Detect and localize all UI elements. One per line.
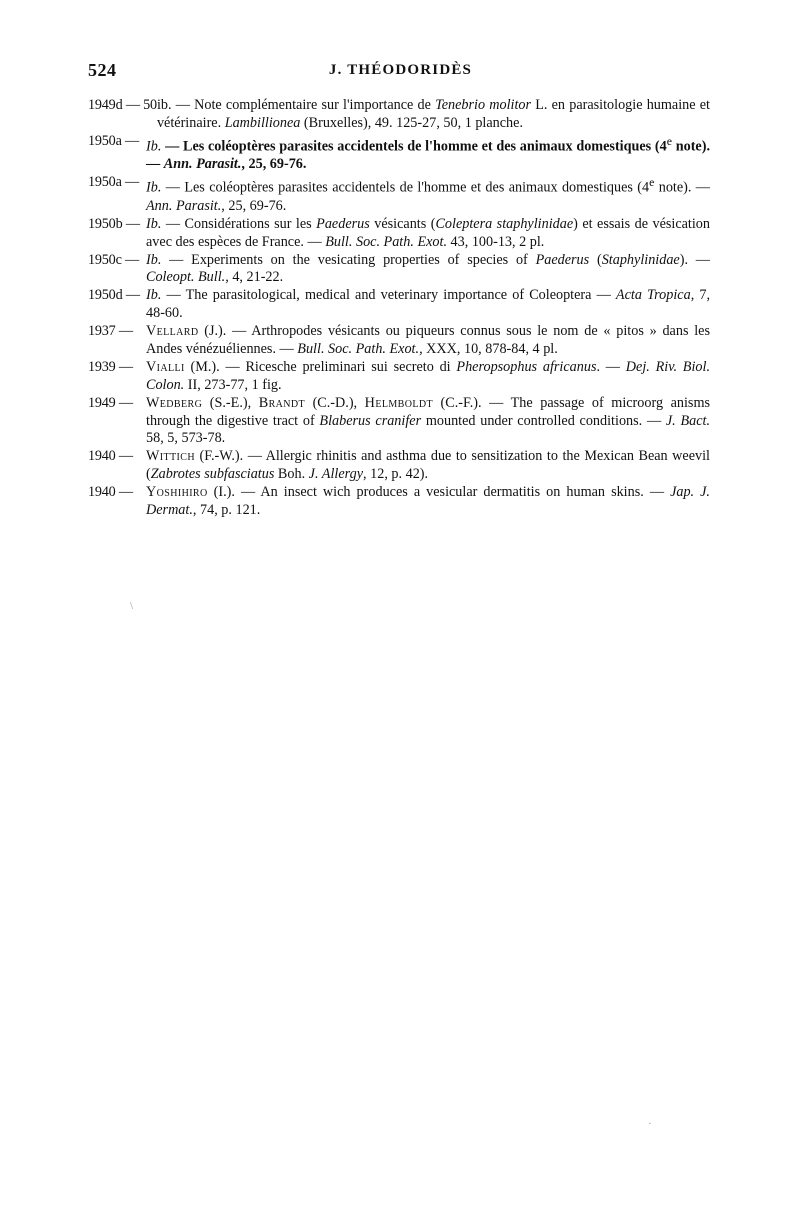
author-name: Wedberg	[146, 394, 203, 411]
reference-text-part: 43, 100-13, 2 pl.	[447, 233, 545, 250]
reference-text-part: . —	[596, 358, 626, 375]
author-name: Brandt	[258, 394, 306, 411]
reference-text-part: ). —	[679, 251, 710, 268]
reference-year: 1949d — 50	[88, 97, 157, 113]
reference-text	[157, 97, 710, 133]
reference-entry	[88, 174, 710, 215]
reference-text	[146, 448, 710, 484]
reference-text-part: — Experiments on the vesicating properties of species of	[161, 251, 536, 268]
scan-speck: \	[130, 600, 134, 612]
reference-text-part: L. en parasitologie humaine et vétérinaire.	[156, 97, 710, 131]
journal-name: Bull. Soc. Path. Exot.	[325, 233, 447, 250]
reference-text	[146, 484, 710, 520]
reference-text-part: (J.). — Arthropodes vésicants ou piqueurs connus sous le nom de « pitos » dans les Andes vénézuéliennes. —	[146, 323, 710, 357]
species-name: Tenebrio molitor	[435, 97, 532, 113]
reference-text-part: II, 273-77, 1 fig.	[184, 376, 282, 393]
species-name: Blaberus cranifer	[319, 412, 422, 429]
author-name: Vellard	[146, 323, 199, 340]
reference-text-part: , 12, p. 42).	[363, 466, 429, 483]
reference-text	[146, 323, 710, 359]
reference-year: 1950a —	[88, 132, 140, 149]
reference-text-part: (S.-E.),	[202, 394, 259, 411]
reference-text-part: , 74, p. 121.	[192, 501, 261, 518]
species-name: Paederus	[535, 251, 590, 268]
species-name: Pheropsophus africanus	[456, 358, 597, 375]
scan-speck: ·	[648, 1118, 652, 1130]
reference-text	[146, 359, 710, 395]
taxon-name: Staphylinidae	[601, 251, 680, 268]
reference-entry	[88, 133, 710, 174]
reference-text-part: (C.-F.). — The passage of microorg anisms through the digestive tract of	[146, 394, 711, 429]
superscript: e	[666, 133, 672, 148]
reference-text	[146, 287, 710, 323]
reference-entry	[88, 252, 710, 288]
reference-entry	[88, 216, 710, 252]
reference-year: 1950a —	[88, 174, 140, 191]
author-name: Wittich	[146, 448, 195, 465]
journal-name: Lambillionea	[224, 114, 301, 131]
reference-year: 1950c —	[88, 251, 140, 268]
reference-year: 1937 —	[88, 323, 133, 340]
reference-text	[146, 133, 710, 174]
reference-text-part: — Les coléoptères parasites accidentels de l'homme et des animaux domestiques (4	[161, 138, 667, 155]
reference-text-part: — The parasitological, medical and veterinary importance of Coleoptera —	[161, 287, 616, 304]
reference-text	[146, 395, 710, 448]
reference-text-part: vésicants (	[369, 215, 436, 232]
journal-name: Coleopt. Bull.	[146, 269, 226, 286]
reference-entry	[88, 448, 710, 484]
reference-text	[146, 174, 710, 215]
journal-name: Ann. Parasit.	[146, 197, 222, 214]
reference-text-part: , 4, 21-22.	[225, 269, 284, 286]
journal-name: J. Bact.	[665, 412, 711, 429]
reference-text-part: , 7, 48-60.	[146, 287, 711, 322]
journal-name: J. Allergy	[308, 466, 364, 483]
reference-list	[88, 97, 710, 520]
reference-text	[146, 216, 710, 252]
reference-text-part: , XXX, 10, 878-84, 4 pl.	[419, 340, 558, 357]
reference-text-part: ib. — Note complémentaire sur l'importance de	[156, 97, 436, 113]
journal-name: Jap. J. Dermat.	[146, 484, 710, 518]
running-title: J. THÉODORIDÈS	[328, 62, 473, 78]
author-name: Vialli	[146, 358, 185, 375]
superscript: e	[649, 175, 655, 190]
ibid-mark: Ib.	[146, 251, 162, 268]
species-name: Zabrotes subfasciatus	[150, 466, 275, 483]
reference-text-part: — Les coléoptères parasites accidentels de l'homme et des animaux domestiques (4	[161, 180, 650, 197]
reference-text-part: note). —	[146, 138, 710, 173]
reference-text-part: (F.-W.). — Allergic rhinitis and asthma due to sensitization to the Mexican Bean weevil (	[146, 448, 710, 483]
reference-year: 1940 —	[88, 484, 133, 501]
reference-text-part: mounted under controlled conditions. —	[421, 412, 666, 429]
journal-name: Dej. Riv. Biol. Colon.	[146, 358, 710, 393]
taxon-name: Coleptera staphylinidae	[435, 215, 574, 232]
reference-year: 1949 —	[88, 394, 133, 411]
ibid-mark: Ib.	[146, 138, 162, 155]
journal-name: Acta Tropica	[615, 287, 691, 304]
reference-text	[146, 252, 710, 288]
reference-text-part: — Considérations sur les	[161, 215, 317, 232]
page-number: 524	[88, 60, 117, 80]
reference-text-part: (C.-D.),	[305, 394, 365, 411]
reference-entry	[88, 97, 710, 133]
reference-text-part: (M.). — Ricesche preliminari sui secreto di	[184, 358, 457, 375]
reference-text-part: ) et essais de vésication avec des espèces de France. —	[146, 215, 710, 250]
running-head	[88, 60, 713, 86]
author-name: Yoshihiro	[146, 484, 208, 501]
reference-year: 1950d —	[88, 287, 140, 304]
reference-entry	[88, 484, 710, 520]
ibid-mark: Ib.	[146, 180, 162, 197]
reference-text-part: Boh.	[274, 466, 309, 483]
reference-text-part: (I.). — An insect wich produces a vesicular dermatitis on human skins. —	[207, 484, 671, 501]
ibid-mark: Ib.	[146, 287, 162, 304]
species-name: Paederus	[316, 215, 370, 232]
reference-year: 1939 —	[88, 358, 133, 375]
reference-text-part: (	[589, 251, 602, 268]
reference-text-part: , 25, 69-76.	[221, 197, 287, 214]
reference-year: 1940 —	[88, 448, 133, 465]
reference-text-part: note). —	[654, 180, 710, 197]
reference-year: 1950b —	[88, 215, 140, 232]
reference-text-part: 58, 5, 573-78.	[146, 430, 226, 447]
journal-name: Bull. Soc. Path. Exot.	[297, 340, 420, 357]
reference-text-part: , 25, 69-76.	[241, 156, 307, 173]
ibid-mark: Ib.	[146, 215, 162, 232]
author-name: Helmboldt	[364, 394, 433, 411]
reference-entry	[88, 287, 710, 323]
journal-name: Ann. Parasit.	[163, 156, 242, 173]
reference-text-part: (Bruxelles), 49. 125-27, 50, 1 planche.	[300, 114, 523, 131]
reference-entry	[88, 323, 710, 359]
reference-entry	[88, 395, 710, 448]
reference-entry	[88, 359, 710, 395]
